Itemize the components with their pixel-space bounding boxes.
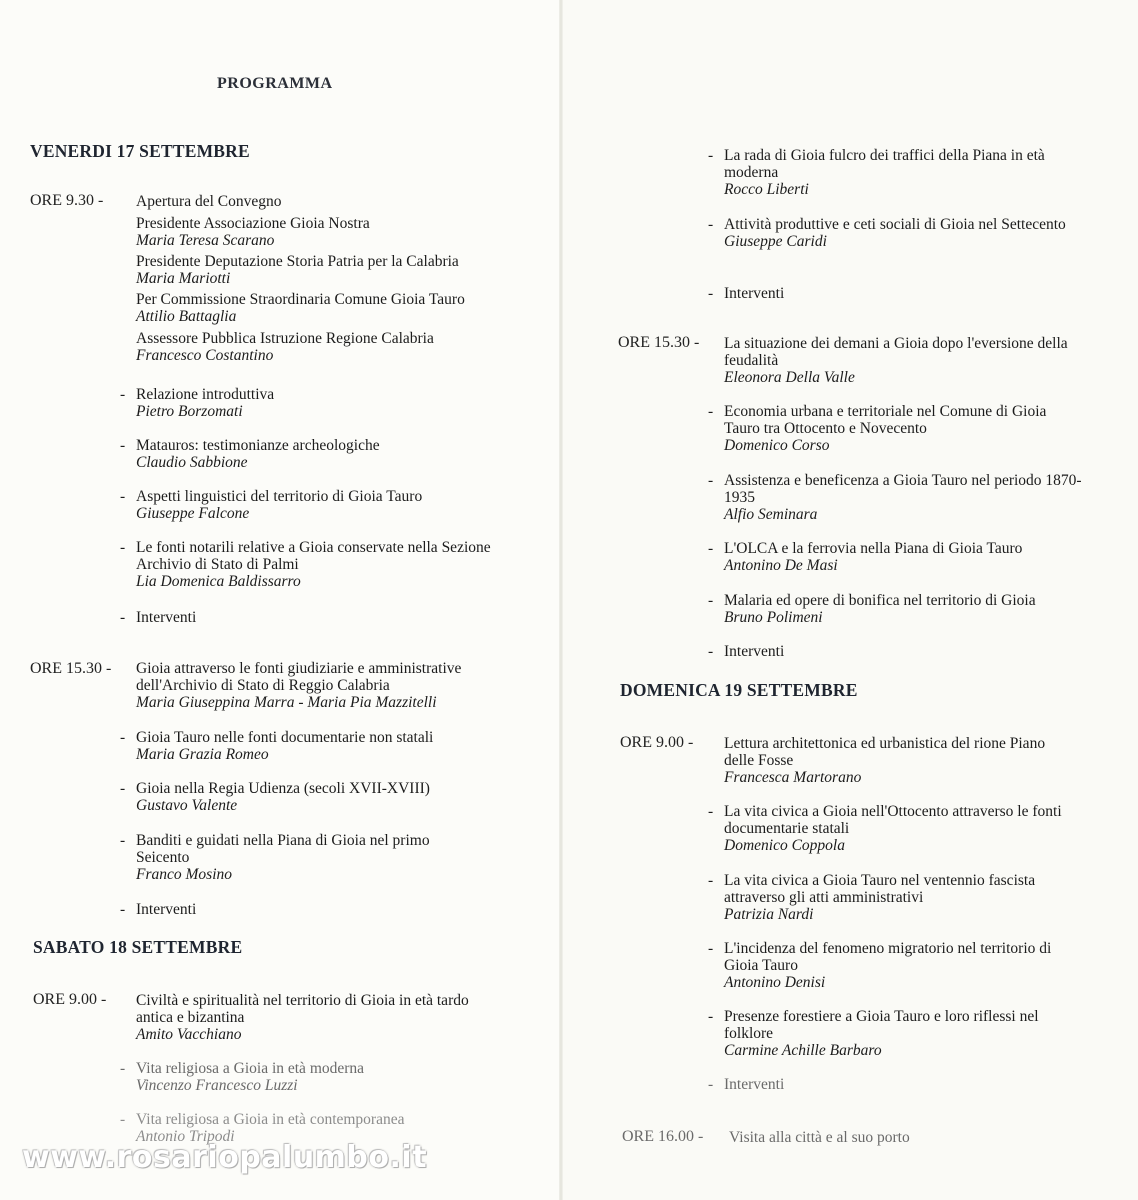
program-item: - Gioia Tauro nelle fonti documentarie non statali Maria Grazia Romeo: [136, 729, 516, 763]
program-item: - Matauros: testimonianze archeologiche Claudio Sabbione: [136, 437, 516, 471]
time-sunday-morning: ORE 9.00 -: [620, 734, 694, 751]
talk-speaker: Maria Grazia Romeo: [136, 746, 269, 763]
talk-title: Interventi: [136, 901, 197, 918]
program-item: - Interventi: [136, 609, 516, 626]
talk-speaker: Alfio Seminara: [724, 506, 818, 523]
talk-title: Visita alla città e al suo porto: [729, 1129, 910, 1146]
opening-speaker: Attilio Battaglia: [136, 308, 237, 325]
program-item: - Banditi e guidati nella Piana di Gioia nel primo Seicento Franco Mosino: [136, 832, 481, 883]
talk-speaker: Lia Domenica Baldissarro: [136, 573, 301, 590]
opening-speaker: Maria Mariotti: [136, 270, 231, 287]
program-item: - L'incidenza del fenomeno migratorio nel territorio di Gioia Tauro Antonino Denisi: [724, 940, 1079, 991]
time-friday-afternoon: ORE 15.30 -: [30, 660, 112, 677]
talk-title: Relazione introduttiva: [136, 386, 275, 403]
talk-speaker: Rocco Liberti: [724, 181, 809, 198]
talk-speaker: Francesca Martorano: [724, 769, 862, 786]
talk-speaker: Bruno Polimeni: [724, 609, 823, 626]
time-saturday-morning: ORE 9.00 -: [33, 991, 107, 1008]
program-item: - La vita civica a Gioia nell'Ottocento attraverso le fonti documentarie statali Domenico Coppola: [724, 803, 1069, 854]
talk-speaker: Antonio Tripodi: [136, 1128, 235, 1145]
talk-speaker: Carmine Achille Barbaro: [724, 1042, 882, 1059]
page-title: PROGRAMMA: [217, 75, 333, 92]
opening-role: Per Commissione Straordinaria Comune Gioia Tauro: [136, 291, 465, 308]
page-fold: [559, 0, 563, 1200]
talk-speaker: Domenico Corso: [724, 437, 830, 454]
day-heading-saturday: SABATO 18 SETTEMBRE: [33, 937, 243, 957]
opening-role: Presidente Deputazione Storia Patria per la Calabria: [136, 253, 459, 270]
time-friday-morning: ORE 9.30 -: [30, 192, 104, 209]
talk-title: Assistenza e beneficenza a Gioia Tauro nel periodo 1870-1935: [724, 472, 1082, 506]
talk-speaker: Maria Giuseppina Marra - Maria Pia Mazzitelli: [136, 694, 437, 711]
talk-title: Gioia nella Regia Udienza (secoli XVII-XVIII): [136, 780, 430, 797]
program-item: - Assistenza e beneficenza a Gioia Tauro nel periodo 1870-1935 Alfio Seminara: [724, 472, 1089, 523]
talk-title: Banditi e guidati nella Piana di Gioia nel primo Seicento: [136, 832, 430, 866]
time-saturday-afternoon: ORE 15.30 -: [618, 334, 700, 351]
talk-title: Matauros: testimonianze archeologiche: [136, 437, 380, 454]
talk-speaker: Patrizia Nardi: [724, 906, 814, 923]
program-item: - Presenze forestiere a Gioia Tauro e loro riflessi nel folklore Carmine Achille Barbaro: [724, 1008, 1074, 1059]
opening-role: Presidente Associazione Gioia Nostra: [136, 215, 370, 232]
program-item: - Gioia nella Regia Udienza (secoli XVII-XVIII) Gustavo Valente: [136, 780, 516, 814]
talk-speaker: Amito Vacchiano: [136, 1026, 242, 1043]
opening-item: [136, 215, 516, 249]
talk-speaker: Giuseppe Falcone: [136, 505, 250, 522]
talk-title: Civiltà e spiritualità nel territorio di Gioia in età tardo antica e bizantina: [136, 992, 469, 1026]
talk-speaker: Franco Mosino: [136, 866, 233, 883]
talk-title: Attività produttive e ceti sociali di Gioia nel Settecento: [724, 216, 1066, 233]
program-item: [724, 335, 1079, 386]
talk-title: Vita religiosa a Gioia in età moderna: [136, 1060, 365, 1077]
program-item: [136, 660, 501, 711]
program-item: - La rada di Gioia fulcro dei traffici della Piana in età moderna Rocco Liberti: [724, 147, 1074, 198]
talk-title: Interventi: [724, 1076, 785, 1093]
talk-title: La vita civica a Gioia nell'Ottocento attraverso le fonti documentarie statali: [724, 803, 1062, 837]
opening-item: [136, 193, 516, 210]
program-item: - L'OLCA e la ferrovia nella Piana di Gioia Tauro Antonino De Masi: [724, 540, 1104, 574]
program-item: - Interventi: [724, 1076, 1104, 1093]
program-item: - Aspetti linguistici del territorio di Gioia Tauro Giuseppe Falcone: [136, 488, 516, 522]
talk-title: Presenze forestiere a Gioia Tauro e loro riflessi nel folklore: [724, 1008, 1039, 1042]
talk-title: La rada di Gioia fulcro dei traffici della Piana in età moderna: [724, 147, 1045, 181]
program-item: [729, 1129, 1109, 1146]
watermark: www.rosariopalumbo.it: [22, 1140, 428, 1175]
program-item: - Interventi: [724, 285, 1104, 302]
program-item: - Vita religiosa a Gioia in età contemporanea Antonio Tripodi: [136, 1111, 516, 1145]
program-item: - Interventi: [136, 901, 516, 918]
talk-title: Gioia attraverso le fonti giudiziarie e amministrative dell'Archivio di Stato di Reggio Calabria: [136, 660, 462, 694]
talk-speaker: Vincenzo Francesco Luzzi: [136, 1077, 298, 1094]
program-item: - Le fonti notarili relative a Gioia conservate nella Sezione Archivio di Stato di Palmi Lia Domenica Baldissarro: [136, 539, 496, 590]
talk-title: Gioia Tauro nelle fonti documentarie non statali: [136, 729, 434, 746]
talk-title: Malaria ed opere di bonifica nel territorio di Gioia: [724, 592, 1036, 609]
program-item: - Attività produttive e ceti sociali di Gioia nel Settecento Giuseppe Caridi: [724, 216, 1074, 250]
talk-title: La situazione dei demani a Gioia dopo l'eversione della feudalità: [724, 335, 1068, 369]
program-item: - Interventi: [724, 643, 1104, 660]
talk-speaker: Giuseppe Caridi: [724, 233, 827, 250]
program-item: [136, 992, 496, 1043]
opening-speaker: Francesco Costantino: [136, 347, 274, 364]
talk-speaker: Domenico Coppola: [724, 837, 845, 854]
talk-speaker: Eleonora Della Valle: [724, 369, 855, 386]
program-item: - Relazione introduttiva Pietro Borzomati: [136, 386, 516, 420]
talk-title: Interventi: [136, 609, 197, 626]
opening-role: Assessore Pubblica Istruzione Regione Calabria: [136, 330, 434, 347]
opening-item: [136, 330, 516, 364]
talk-speaker: Pietro Borzomati: [136, 403, 243, 420]
opening-title: Apertura del Convegno: [136, 193, 282, 210]
opening-item: [136, 253, 516, 287]
day-heading-sunday: DOMENICA 19 SETTEMBRE: [620, 680, 858, 700]
program-item: - Vita religiosa a Gioia in età moderna Vincenzo Francesco Luzzi: [136, 1060, 516, 1094]
talk-speaker: Claudio Sabbione: [136, 454, 248, 471]
talk-title: Le fonti notarili relative a Gioia conservate nella Sezione Archivio di Stato di Palmi: [136, 539, 491, 573]
talk-title: L'incidenza del fenomeno migratorio nel territorio di Gioia Tauro: [724, 940, 1052, 974]
opening-speaker: Maria Teresa Scarano: [136, 232, 275, 249]
talk-title: Economia urbana e territoriale nel Comune di Gioia Tauro tra Ottocento e Novecento: [724, 403, 1047, 437]
program-item: [724, 735, 1074, 786]
talk-title: Interventi: [724, 285, 785, 302]
talk-title: Aspetti linguistici del territorio di Gioia Tauro: [136, 488, 423, 505]
talk-title: Interventi: [724, 643, 785, 660]
talk-title: Vita religiosa a Gioia in età contemporanea: [136, 1111, 405, 1128]
talk-speaker: Antonino Denisi: [724, 974, 826, 991]
talk-speaker: Gustavo Valente: [136, 797, 238, 814]
talk-speaker: Antonino De Masi: [724, 557, 838, 574]
program-item: - Economia urbana e territoriale nel Comune di Gioia Tauro tra Ottocento e Novecento Domenico Corso: [724, 403, 1074, 454]
opening-item: [136, 291, 516, 325]
time-sunday-afternoon: ORE 16.00 -: [622, 1128, 704, 1145]
talk-title: Lettura architettonica ed urbanistica del rione Piano delle Fosse: [724, 735, 1046, 769]
program-item: - La vita civica a Gioia Tauro nel ventennio fascista attraverso gli atti amministrativi Patrizia Nardi: [724, 872, 1094, 923]
talk-title: L'OLCA e la ferrovia nella Piana di Gioia Tauro: [724, 540, 1023, 557]
program-item: - Malaria ed opere di bonifica nel territorio di Gioia Bruno Polimeni: [724, 592, 1104, 626]
talk-title: La vita civica a Gioia Tauro nel ventennio fascista attraverso gli atti amministrativi: [724, 872, 1036, 906]
day-heading-friday: VENERDI 17 SETTEMBRE: [30, 141, 250, 161]
